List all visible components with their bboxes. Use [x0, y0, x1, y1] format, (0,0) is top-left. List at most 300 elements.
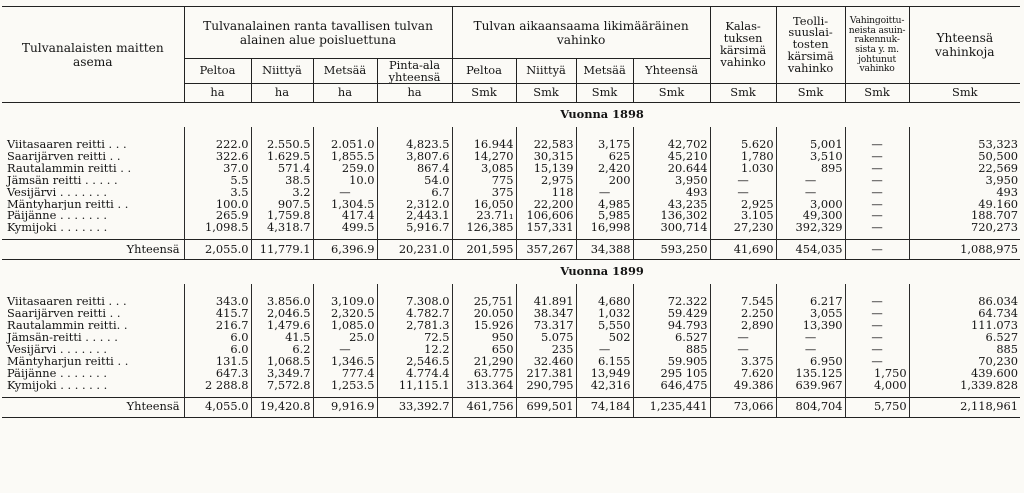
col-peltoa-smk: Peltoa: [452, 59, 516, 84]
unit-label: Smk: [776, 84, 845, 103]
data-cell: 3.5: [184, 187, 251, 199]
data-cell: 415.7: [184, 308, 251, 320]
data-cell: 1,098.5: [184, 222, 251, 234]
data-cell: 5.620: [710, 139, 776, 151]
data-cell: 3,175: [576, 139, 633, 151]
data-cell: 1,855.5: [313, 151, 377, 163]
data-cell: 5,985: [576, 210, 633, 222]
table-row: [2, 139, 1020, 151]
data-cell: 32.460: [516, 356, 576, 368]
data-cell: 1,346.5: [313, 356, 377, 368]
spacer-cell: [313, 127, 377, 139]
data-cell: 10.0: [313, 175, 377, 187]
table-row: [2, 151, 1020, 163]
data-cell: 37.0: [184, 163, 251, 175]
spacer-cell: [184, 284, 251, 296]
data-cell: —: [845, 163, 909, 175]
spacer-cell: [845, 284, 909, 296]
data-cell: 45,210: [633, 151, 710, 163]
table-row: [2, 332, 1020, 344]
data-cell: —: [845, 187, 909, 199]
spacer-cell: [710, 284, 776, 296]
unit-label: Smk: [452, 84, 516, 103]
flood-damage-table: [2, 6, 1020, 418]
data-cell: 13,949: [576, 368, 633, 380]
unit-label: Smk: [576, 84, 633, 103]
spacer-row: [2, 127, 1020, 139]
data-cell: 22,583: [516, 139, 576, 151]
data-cell: 7.545: [710, 296, 776, 308]
total-cell: 20,231.0: [377, 240, 452, 260]
total-cell: 4,055.0: [184, 397, 251, 417]
data-cell: 885: [633, 344, 710, 356]
data-cell: 135.125: [776, 368, 845, 380]
year-heading-row: [2, 103, 1020, 128]
col-teollisuus: Teolli- suuslai- tosten kärsimä vahinko: [776, 7, 845, 84]
table-row: [2, 296, 1020, 308]
data-cell: 950: [452, 332, 516, 344]
data-cell: 38.347: [516, 308, 576, 320]
table-row: [2, 187, 1020, 199]
data-cell: 1,759.8: [251, 210, 313, 222]
data-cell: —: [845, 332, 909, 344]
data-cell: 499.5: [313, 222, 377, 234]
spacer-cell: [633, 284, 710, 296]
unit-label: Smk: [710, 84, 776, 103]
row-label: Rautalammin reitti. .: [7, 320, 128, 332]
data-cell: 493: [909, 187, 1020, 199]
data-cell: —: [776, 344, 845, 356]
data-cell: 38.5: [251, 175, 313, 187]
total-cell: 461,756: [452, 397, 516, 417]
data-cell: 222.0: [184, 139, 251, 151]
unit-label: Smk: [516, 84, 576, 103]
data-cell: 6.7: [377, 187, 452, 199]
data-cell: 6.950: [776, 356, 845, 368]
row-label: Jämsän-reitti . . . . .: [7, 331, 118, 344]
total-cell: 5,750: [845, 397, 909, 417]
spacer-cell: [251, 284, 313, 296]
total-cell: 1,235,441: [633, 397, 710, 417]
data-cell: 625: [576, 151, 633, 163]
data-cell: 43,235: [633, 199, 710, 211]
col-peltoa-ha: Peltoa: [184, 59, 251, 84]
data-cell: 650: [452, 344, 516, 356]
data-cell: 14,270: [452, 151, 516, 163]
data-cell: 639.967: [776, 380, 845, 392]
row-label: Saarijärven reitti . .: [7, 308, 121, 321]
total-cell: 73,066: [710, 397, 776, 417]
data-cell: 27,230: [710, 222, 776, 234]
spacer-cell: [776, 127, 845, 139]
data-cell: 4.782.7: [377, 308, 452, 320]
data-cell: 21,290: [452, 356, 516, 368]
spacer-cell: [377, 284, 452, 296]
data-cell: —: [845, 210, 909, 222]
data-cell: 2.250: [710, 308, 776, 320]
data-cell: 20.050: [452, 308, 516, 320]
data-cell: —: [576, 187, 633, 199]
data-cell: 42,702: [633, 139, 710, 151]
total-cell: 11,779.1: [251, 240, 313, 260]
data-cell: 49.386: [710, 380, 776, 392]
data-cell: 439.600: [909, 368, 1020, 380]
total-label: Yhteensä: [2, 240, 184, 260]
table-row: [2, 199, 1020, 211]
spacer-cell: [452, 127, 516, 139]
data-cell: 136,302: [633, 210, 710, 222]
data-cell: 2 288.8: [184, 380, 251, 392]
data-cell: 5.5: [184, 175, 251, 187]
data-cell: 300,714: [633, 222, 710, 234]
data-cell: 131.5: [184, 356, 251, 368]
data-cell: —: [845, 320, 909, 332]
col-group-tulvanalainen: Tulvanalainen ranta tavallisen tulvan alainen alue poisluettuna: [184, 7, 452, 59]
row-label: Vesijärvi . . . . . . .: [7, 343, 107, 356]
data-cell: 1,479.6: [251, 320, 313, 332]
table-body: [2, 103, 1020, 418]
total-row: [2, 240, 1020, 260]
col-asema: Tulvanalaisten maitten asema: [2, 7, 184, 103]
data-cell: 895: [776, 163, 845, 175]
data-cell: 16.944: [452, 139, 516, 151]
data-cell: 25,751: [452, 296, 516, 308]
data-cell: 2.051.0: [313, 139, 377, 151]
spacer-cell: [2, 127, 184, 139]
row-label: Viitasaaren reitti . . .: [7, 296, 127, 309]
data-cell: —: [845, 296, 909, 308]
total-cell: 74,184: [576, 397, 633, 417]
data-cell: 343.0: [184, 296, 251, 308]
row-label: Päijänne . . . . . . .: [7, 367, 108, 380]
col-metsaa-smk: Metsää: [576, 59, 633, 84]
data-cell: 64.734: [909, 308, 1020, 320]
data-cell: 11,115.1: [377, 380, 452, 392]
unit-label: ha: [184, 84, 251, 103]
data-cell: 3,510: [776, 151, 845, 163]
data-cell: 100.0: [184, 199, 251, 211]
data-cell: —: [845, 222, 909, 234]
data-cell: 3,055: [776, 308, 845, 320]
data-cell: 53,323: [909, 139, 1020, 151]
data-cell: 720,273: [909, 222, 1020, 234]
data-cell: 1,750: [845, 368, 909, 380]
table-header: [2, 7, 1020, 103]
data-cell: 5,001: [776, 139, 845, 151]
data-cell: 3.2: [251, 187, 313, 199]
table-row: [2, 356, 1020, 368]
data-cell: 16,050: [452, 199, 516, 211]
data-cell: 41.5: [251, 332, 313, 344]
row-label: Päijänne . . . . . . .: [7, 210, 108, 223]
data-cell: 6.527: [909, 332, 1020, 344]
data-cell: 4,680: [576, 296, 633, 308]
unit-label: Smk: [633, 84, 710, 103]
data-cell: 106,606: [516, 210, 576, 222]
data-cell: 13,390: [776, 320, 845, 332]
data-cell: 70,230: [909, 356, 1020, 368]
col-group-vahinko: Tulvan aikaansaama likimääräinen vahinko: [452, 7, 710, 59]
data-cell: 4,823.5: [377, 139, 452, 151]
data-cell: 6.527: [633, 332, 710, 344]
data-cell: —: [313, 344, 377, 356]
data-cell: 16,998: [576, 222, 633, 234]
data-cell: 111.073: [909, 320, 1020, 332]
table-row: [2, 368, 1020, 380]
data-cell: 59.905: [633, 356, 710, 368]
data-cell: 50,500: [909, 151, 1020, 163]
data-cell: 313.364: [452, 380, 516, 392]
data-cell: 20.644: [633, 163, 710, 175]
data-cell: 235: [516, 344, 576, 356]
col-asuinrakennukset: Vahingoittu- neista asuin- rakennuk- sista y. m. johtunut vahinko: [845, 7, 909, 84]
row-label: Viitasaaren reitti . . .: [7, 139, 127, 151]
data-cell: 118: [516, 187, 576, 199]
data-cell: —: [710, 187, 776, 199]
data-cell: 775: [452, 175, 516, 187]
col-kalastus: Kalas- tuksen kärsimä vahinko: [710, 7, 776, 84]
spacer-cell: [251, 127, 313, 139]
col-niittya-ha: Niittyä: [251, 59, 313, 84]
data-cell: 5,550: [576, 320, 633, 332]
spacer-cell: [516, 284, 576, 296]
table-row: [2, 222, 1020, 234]
total-cell: 34,388: [576, 240, 633, 260]
data-cell: 4,985: [576, 199, 633, 211]
total-cell: 357,267: [516, 240, 576, 260]
row-label: Vesijärvi . . . . . . .: [7, 186, 107, 199]
data-cell: 259.0: [313, 163, 377, 175]
data-cell: 2,312.0: [377, 199, 452, 211]
spacer-cell: [377, 127, 452, 139]
data-cell: 126,385: [452, 222, 516, 234]
data-cell: 5.075: [516, 332, 576, 344]
total-cell: 33,392.7: [377, 397, 452, 417]
total-cell: 699,501: [516, 397, 576, 417]
data-cell: 647.3: [184, 368, 251, 380]
total-row: [2, 397, 1020, 417]
data-cell: 3,000: [776, 199, 845, 211]
data-cell: 2.550.5: [251, 139, 313, 151]
total-cell: 201,595: [452, 240, 516, 260]
data-cell: 4,318.7: [251, 222, 313, 234]
spacer-cell: [845, 127, 909, 139]
year-heading: Vuonna 1899: [560, 264, 644, 279]
data-cell: 42,316: [576, 380, 633, 392]
row-label: Rautalammin reitti . .: [7, 162, 132, 175]
data-cell: 188.707: [909, 210, 1020, 222]
data-cell: 2,420: [576, 163, 633, 175]
total-cell: 6,396.9: [313, 240, 377, 260]
data-cell: 2,781.3: [377, 320, 452, 332]
data-cell: 3,109.0: [313, 296, 377, 308]
data-cell: —: [845, 175, 909, 187]
data-cell: 72.322: [633, 296, 710, 308]
data-cell: 216.7: [184, 320, 251, 332]
data-cell: 885: [909, 344, 1020, 356]
data-cell: 1,780: [710, 151, 776, 163]
total-cell: 9,916.9: [313, 397, 377, 417]
spacer-cell: [776, 284, 845, 296]
data-cell: —: [845, 308, 909, 320]
data-cell: 392,329: [776, 222, 845, 234]
data-cell: —: [776, 175, 845, 187]
total-cell: 593,250: [633, 240, 710, 260]
data-cell: 7.308.0: [377, 296, 452, 308]
year-heading-spacer: [2, 103, 184, 128]
table-row: [2, 163, 1020, 175]
col-niittya-smk: Niittyä: [516, 59, 576, 84]
data-cell: 3.856.0: [251, 296, 313, 308]
data-cell: 6.2: [251, 344, 313, 356]
col-yhteensa-smk: Yhteensä: [633, 59, 710, 84]
data-cell: —: [710, 175, 776, 187]
data-cell: 375: [452, 187, 516, 199]
total-cell: 19,420.8: [251, 397, 313, 417]
total-cell: 41,690: [710, 240, 776, 260]
data-cell: 2,890: [710, 320, 776, 332]
spacer-cell: [452, 284, 516, 296]
data-cell: 493: [633, 187, 710, 199]
data-cell: 417.4: [313, 210, 377, 222]
row-label: Jämsän reitti . . . . .: [7, 174, 118, 187]
data-cell: 1,068.5: [251, 356, 313, 368]
data-cell: 867.4: [377, 163, 452, 175]
data-cell: 3,950: [633, 175, 710, 187]
data-cell: 73.317: [516, 320, 576, 332]
total-cell: —: [845, 240, 909, 260]
data-cell: 1,304.5: [313, 199, 377, 211]
total-cell: 804,704: [776, 397, 845, 417]
col-pinta-ala: Pinta-ala yhteensä: [377, 59, 452, 84]
data-cell: 6.217: [776, 296, 845, 308]
data-cell: 49,300: [776, 210, 845, 222]
data-cell: 2,046.5: [251, 308, 313, 320]
data-cell: 12.2: [377, 344, 452, 356]
spacer-cell: [184, 127, 251, 139]
total-cell: 454,035: [776, 240, 845, 260]
data-cell: 86.034: [909, 296, 1020, 308]
data-cell: 6.0: [184, 344, 251, 356]
data-cell: 23.71₁: [452, 210, 516, 222]
data-cell: 25.0: [313, 332, 377, 344]
data-cell: 1.030: [710, 163, 776, 175]
spacer-cell: [2, 284, 184, 296]
data-cell: 295 105: [633, 368, 710, 380]
data-cell: 265.9: [184, 210, 251, 222]
data-cell: 1.629.5: [251, 151, 313, 163]
total-cell: 2,118,961: [909, 397, 1020, 417]
spacer-cell: [909, 284, 1020, 296]
data-cell: 1,032: [576, 308, 633, 320]
spacer-cell: [516, 127, 576, 139]
data-cell: 94.793: [633, 320, 710, 332]
data-cell: 3,085: [452, 163, 516, 175]
unit-label: ha: [251, 84, 313, 103]
data-cell: —: [845, 356, 909, 368]
unit-label: ha: [313, 84, 377, 103]
spacer-cell: [909, 127, 1020, 139]
data-cell: 6.0: [184, 332, 251, 344]
year-heading-row: [2, 260, 1020, 285]
data-cell: 7,572.8: [251, 380, 313, 392]
row-label: Kymijoki . . . . . . .: [7, 222, 108, 235]
data-cell: —: [845, 139, 909, 151]
data-cell: 200: [576, 175, 633, 187]
data-cell: 7.620: [710, 368, 776, 380]
data-cell: —: [845, 151, 909, 163]
data-cell: 1,339.828: [909, 380, 1020, 392]
data-cell: 15,139: [516, 163, 576, 175]
total-label: Yhteensä: [2, 397, 184, 417]
data-cell: 2,546.5: [377, 356, 452, 368]
data-cell: —: [313, 187, 377, 199]
data-cell: 63.775: [452, 368, 516, 380]
data-cell: 15.926: [452, 320, 516, 332]
spacer-cell: [313, 284, 377, 296]
data-cell: 22,200: [516, 199, 576, 211]
data-cell: 3.375: [710, 356, 776, 368]
data-cell: 157,331: [516, 222, 576, 234]
table-row: [2, 380, 1020, 392]
row-label: Kymijoki . . . . . . .: [7, 379, 108, 392]
data-cell: 1,085.0: [313, 320, 377, 332]
data-cell: 41.891: [516, 296, 576, 308]
data-cell: 2,925: [710, 199, 776, 211]
data-cell: —: [710, 332, 776, 344]
data-cell: 3,349.7: [251, 368, 313, 380]
table-row: [2, 320, 1020, 332]
data-cell: —: [845, 199, 909, 211]
data-cell: 49.160: [909, 199, 1020, 211]
spacer-cell: [710, 127, 776, 139]
row-label: Mäntyharjun reitti . .: [7, 198, 129, 211]
spacer-cell: [633, 127, 710, 139]
table-row: [2, 175, 1020, 187]
data-cell: —: [845, 344, 909, 356]
data-cell: 2,975: [516, 175, 576, 187]
row-label: Saarijärven reitti . .: [7, 150, 121, 163]
col-yhteensa-vahinkoja: Yhteensä vahinkoja: [909, 7, 1020, 84]
data-cell: 217.381: [516, 368, 576, 380]
table-row: [2, 210, 1020, 222]
data-cell: 646,475: [633, 380, 710, 392]
unit-label: ha: [377, 84, 452, 103]
data-cell: 4.774.4: [377, 368, 452, 380]
data-cell: —: [776, 187, 845, 199]
spacer-cell: [576, 284, 633, 296]
total-cell: 2,055.0: [184, 240, 251, 260]
data-cell: 1,253.5: [313, 380, 377, 392]
data-cell: 4,000: [845, 380, 909, 392]
year-heading: Vuonna 1898: [184, 103, 1020, 128]
data-cell: —: [710, 344, 776, 356]
data-cell: 5,916.7: [377, 222, 452, 234]
unit-label: Smk: [909, 84, 1020, 103]
data-cell: 290,795: [516, 380, 576, 392]
data-cell: 72.5: [377, 332, 452, 344]
data-cell: 30,315: [516, 151, 576, 163]
spacer-row: [2, 284, 1020, 296]
table-row: [2, 308, 1020, 320]
unit-label: Smk: [845, 84, 909, 103]
data-cell: 54.0: [377, 175, 452, 187]
col-metsaa-ha: Metsää: [313, 59, 377, 84]
data-cell: —: [576, 344, 633, 356]
data-cell: —: [776, 332, 845, 344]
data-cell: 3,807.6: [377, 151, 452, 163]
data-cell: 2,443.1: [377, 210, 452, 222]
